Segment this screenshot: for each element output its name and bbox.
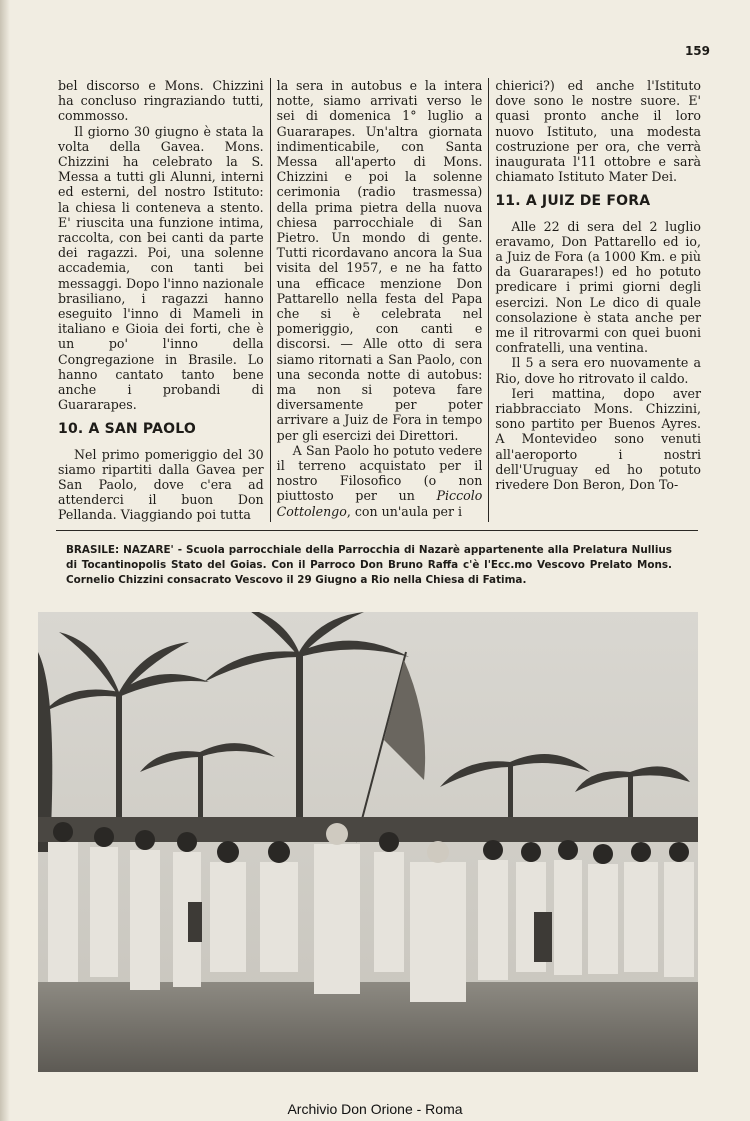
column-2 <box>270 78 489 522</box>
group-photograph <box>38 612 698 1072</box>
paragraph <box>277 443 483 519</box>
paragraph: Ieri mattina, dopo aver riabbracciato Mons. Chizzini, sono partito per Buenos Ayres. A Montevideo sono venuti all'aeroporto i nostri dell'Uruguay ed ho potuto rivedere Don Beron, Don To- <box>495 385 702 493</box>
section-heading: 10. A SAN PAOLO <box>58 421 196 438</box>
italic-title: Piccolo Cottolengo <box>276 488 483 519</box>
paragraph: la sera in autobus e la intera notte, siamo arrivati verso le sei di domenica 1° luglio a Guararapes. Un'altra giornata indimenticabile, con Santa Messa all'aperto di Mons. Chizzini e poi la solenne cerimonia (radio trasmessa) della prima pietra della nuova chiesa parrocchiale di San Pietro. Un mondo di gente. Tutti ricordavano ancora la Sua visita del 1957, e ne ha fatto una efficace menzione Don Pattarello nella festa del Papa che si è celebrata nel pomeriggio, con canti e discorsi. — Alle otto di sera siamo ritornati a San Paolo, con una seconda notte di autobus: ma non si poteva fare diversamente per poter arrivare a Juiz de Fora in tempo per gli esercizi dei Direttori. <box>276 78 483 443</box>
paragraph: Alle 22 di sera del 2 luglio eravamo, Don Pattarello ed io, a Juiz de Fora (a 1000 Km. e più da Guararapes!) ed ho potuto predicare i primi giorni degli esercizi. Non Le dico di quale consolazione è stata anche per me il ritrovarmi con quei buoni confratelli, una ventina. <box>495 218 702 356</box>
paragraph: Il giorno 30 giugno è stata la volta della Gavea. Mons. Chizzini ha celebrato la S. Messa a tutti gli Alunni, interni ed esterni, del nostro Istituto: la chiesa li conteneva a stento. E' riuscita una funzione intima, raccolta, con bei canti da parte dei ragazzi. Poi, una solenne accademia, con tanti bei messaggi. Dopo l'inno nazionale brasiliano, i ragazzi hanno eseguito l'inno di Mameli in italiano e Gioia dei forti, che è un po' l'inno della Congregazione in Brasile. Lo hanno cantato tanto bene anche i probandi di Guararapes. <box>58 123 264 413</box>
paragraph: chierici?) ed anche l'Istituto dove sono le nostre suore. E' quasi pronto anche il loro nuovo Istituto, una modesta costruzione per ora, che verrà inaugurata l'11 ottobre e sarà chiamato Istituto Mater Dei. <box>495 78 702 185</box>
horizontal-rule <box>56 530 698 531</box>
text-columns <box>52 78 707 522</box>
page-edge-shadow <box>0 0 10 1121</box>
paragraph: Il 5 a sera ero nuovamente a Rio, dove ho ritrovato il caldo. <box>495 355 702 386</box>
archive-watermark: Archivio Don Orione - Roma <box>287 1101 463 1117</box>
photo-caption: BRASILE: NAZARE' - Scuola parrocchiale della Parrocchia di Nazarè appartenente alla Prelatura Nullius di Tocantinopolis Stato del Goias. Con il Parroco Don Bruno Raffa c'è l'Ecc.mo Vescovo Prelato Mons. Cornelio Chizzini consacrato Vescovo il 29 Giugno a Rio nella Chiesa di Fatima. <box>66 544 672 586</box>
paragraph: Nel primo pomeriggio del 30 siamo ripartiti dalla Gavea per San Paolo, dove c'era ad attenderci il buon Don Pellanda. Viaggiando poi tutta <box>58 446 264 523</box>
page-number: 159 <box>684 44 710 58</box>
paragraph-text: A San Paolo ho potuto vedere il terreno acquistato per il nostro Filosofico (o non piuttosto per un <box>276 442 483 504</box>
paragraph-text: , con un'aula per i <box>346 503 463 519</box>
column-3 <box>488 78 707 522</box>
paragraph: bel discorso e Mons. Chizzini ha concluso ringraziando tutti, commosso. <box>58 78 264 124</box>
photo-illustration <box>38 612 698 1072</box>
section-heading: 11. A JUIZ DE FORA <box>495 193 651 210</box>
column-1 <box>52 78 270 522</box>
